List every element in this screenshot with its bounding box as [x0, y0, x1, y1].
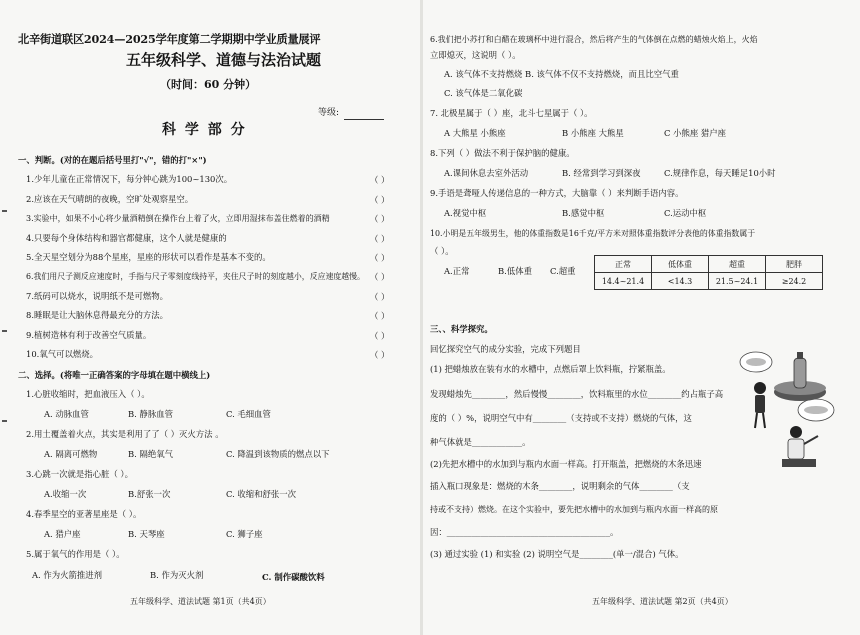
experiment-line: (1) 把蜡烛放在装有水的水槽中，点燃后罩上饮料瓶，拧紧瓶盖。 — [430, 364, 671, 374]
judgment-answer-paren[interactable]: （ ） — [370, 214, 390, 224]
judgment-answer-paren[interactable]: （ ） — [370, 272, 390, 282]
choice-option: B. 静脉血管 — [128, 409, 173, 419]
judgment-answer-paren[interactable]: （ ） — [370, 331, 390, 341]
exam-page-2 — [422, 0, 860, 635]
q8-option: A.课间休息去室外活动 — [444, 168, 529, 178]
q10-question: 10.小明是五年级男生，他的体重指数是16千克/平方米对照体重指数评分表他的体重指数属于 — [430, 229, 756, 238]
grade-blank[interactable] — [344, 119, 384, 120]
judgment-question: 7.纸码可以烧水，说明纸不是可燃物。 — [26, 291, 168, 301]
q8-option: C.规律作息，每天睡足10小时 — [664, 168, 776, 178]
school-title: 北辛街道联区2024—2025学年度第二学期期中学业质量展评 — [18, 32, 321, 46]
choice-question: 1.心脏收缩时，把血液压入（ ）。 — [26, 389, 150, 399]
subject-title: 五年级科学、道德与法治试题 — [126, 51, 322, 69]
bmi-header-cell: 超重 — [709, 256, 766, 273]
q9-option: B.感觉中枢 — [562, 208, 605, 218]
choice-option: A. 作为火箭推进剂 — [32, 570, 102, 580]
bmi-header-cell: 低体重 — [652, 256, 709, 273]
choice-option: C. 毛细血管 — [226, 409, 271, 419]
experiment-illustration — [738, 340, 838, 475]
judgment-answer-paren[interactable]: （ ） — [370, 175, 390, 185]
choice-question: 5.属于氧气的作用是（ ）。 — [26, 549, 125, 559]
judgment-question: 1.少年儿童在正常情况下，每分钟心跳为100~130次。 — [26, 174, 233, 184]
q9-question: 9.手语是聋哑人传递信息的一种方式，大脑靠（ ）来判断手语内容。 — [430, 188, 684, 198]
q6-option-c: C. 该气体是二氧化碳 — [444, 88, 523, 98]
bmi-header-cell: 肥胖 — [766, 256, 823, 273]
experiment-line: 因：_______________________________________。 — [430, 527, 619, 537]
q7-question: 7. 北极星属于（ ）座，北斗七星属于（ ）。 — [430, 108, 593, 118]
choice-option: B. 天琴座 — [128, 529, 165, 539]
choice-option: B. 作为灭火剂 — [150, 570, 204, 580]
part1-title: 一、判断。(对的在题后括号里打"√"，错的打"×") — [18, 155, 207, 165]
choice-question: 4.春季星空的亚著星座是（ ）。 — [26, 509, 142, 519]
experiment-line: 发现蜡烛先________，然后慢慢________，饮料瓶里的水位________约占瓶子高 — [430, 389, 724, 399]
section-title: 科 学 部 分 — [162, 122, 247, 138]
q8-option: B. 经常到学习到深夜 — [562, 168, 641, 178]
choice-option: A. 猎户座 — [44, 529, 81, 539]
bmi-value-cell: ≥24.2 — [766, 273, 823, 290]
page-footer: 五年级科学、道法试题 第1页（共4页） — [130, 597, 271, 606]
choice-option: C. 收缩和舒张一次 — [226, 489, 297, 499]
choice-option: A.收缩一次 — [44, 489, 87, 499]
q9-option: C.运动中枢 — [664, 208, 707, 218]
bmi-header-cell: 正常 — [595, 256, 652, 273]
exam-page-1 — [0, 0, 422, 635]
judgment-answer-paren[interactable]: （ ） — [370, 311, 390, 321]
part3-title: 三、、科学探究。 — [430, 324, 493, 334]
choice-option: C. 狮子座 — [226, 529, 263, 539]
experiment-line: 种气体就是____________。 — [430, 437, 531, 447]
experiment-line: 持或不支持）燃烧。在这个实验中，要先把水槽中的水加到与瓶内水面一样高的原 — [430, 505, 718, 514]
binding-marks — [0, 0, 10, 635]
q6-question: 6.我们把小苏打和白醋在玻璃杯中进行混合，然后将产生的气体倒在点燃的蜡烛火焰上，火焰 — [430, 35, 758, 44]
judgment-question: 8.睡眠是让大脑休息得最充分的方法。 — [26, 310, 168, 320]
judgment-question: 2.应该在天气晴朗的夜晚，空旷处观察星空。 — [26, 194, 194, 204]
choice-option: A. 动脉血管 — [44, 409, 89, 419]
judgment-answer-paren[interactable]: （ ） — [370, 195, 390, 205]
judgment-answer-paren[interactable]: （ ） — [370, 350, 390, 360]
bmi-value-cell: 21.5~24.1 — [709, 273, 766, 290]
choice-option: A. 隔离可燃物 — [44, 449, 98, 459]
choice-option: B. 隔绝氧气 — [128, 449, 173, 459]
judgment-answer-paren[interactable]: （ ） — [370, 292, 390, 302]
q10-option: B.低体重 — [498, 266, 532, 276]
part2-title: 二、选择。(将唯一正确答案的字母填在题中横线上) — [18, 370, 211, 380]
q7-option: A 大熊星 小熊座 — [444, 128, 506, 138]
q6-option-ab: A. 该气体不支持燃烧 B. 该气体不仅不支持燃烧，而且比空气重 — [444, 69, 679, 79]
judgment-question: 5.全天星空划分为88个星座，星座的形状可以看作是基本不变的。 — [26, 252, 271, 262]
judgment-answer-paren[interactable]: （ ） — [370, 253, 390, 263]
q7-option: B 小熊座 大熊星 — [562, 128, 624, 138]
judgment-question: 9.植树造林有利于改善空气质量。 — [26, 330, 152, 340]
bmi-value-cell: 14.4~21.4 — [595, 273, 652, 290]
choice-option: C. 降温到该物质的燃点以下 — [226, 449, 330, 459]
bmi-table — [594, 255, 823, 290]
judgment-question: 10.氧气可以燃烧。 — [26, 349, 98, 359]
q10-question-cont: （ ）。 — [430, 246, 454, 256]
bmi-value-cell: <14.3 — [652, 273, 709, 290]
judgment-question: 3.实验中，如果不小心将少量酒精倒在操作台上着了火，立即用湿抹布盖住燃着的酒精 — [26, 214, 330, 223]
q9-option: A.视觉中枢 — [444, 208, 487, 218]
choice-option: C. 制作碳酸饮料 — [262, 572, 325, 582]
choice-question: 2.用土覆盖着火点，其实是利用了了（ ）灭火方法 。 — [26, 429, 224, 439]
part3-intro: 回忆探究空气的成分实验，完成下列题目 — [430, 344, 581, 354]
experiment-line: 插入瓶口现象是：燃烧的木条________，说明剩余的气体________（支 — [430, 481, 690, 491]
exam-time: （时间：60 分钟） — [160, 78, 257, 91]
q10-option: C.超重 — [550, 266, 576, 276]
q10-option: A.正常 — [444, 266, 470, 276]
q6-question-cont: 立即熄灭，这说明（ ）。 — [430, 50, 521, 60]
experiment-line: 度的（ ）%，说明空气中有________（支持或不支持）燃烧的气体，这 — [430, 413, 692, 423]
judgment-answer-paren[interactable]: （ ） — [370, 234, 390, 244]
q8-question: 8.下列（ ）做法不利于保护脑的健康。 — [430, 148, 575, 158]
page-footer: 五年级科学、道法试题 第2页（共4页） — [592, 597, 733, 606]
choice-question: 3.心跳一次就是指心脏（ ）。 — [26, 469, 133, 479]
judgment-question: 6.我们用尺子测反应速度时，手指与尺子零刻度线持平，夹住尺子时的刻度越小，反应速度越慢。 — [26, 272, 365, 281]
q7-option: C 小熊座 猎户座 — [664, 128, 726, 138]
experiment-line: (2)先把水槽中的水加到与瓶内水面一样高。打开瓶盖，把燃烧的木条迅速 — [430, 459, 702, 469]
experiment-line: (3) 通过实验 (1) 和实验 (2) 说明空气是________(单一/混合) 气体。 — [430, 549, 684, 559]
grade-label: 等级: — [318, 108, 340, 118]
choice-option: B.舒张一次 — [128, 489, 171, 499]
judgment-question: 4.只要每个身体结构和器官都健康，这个人就是健康的 — [26, 233, 227, 243]
